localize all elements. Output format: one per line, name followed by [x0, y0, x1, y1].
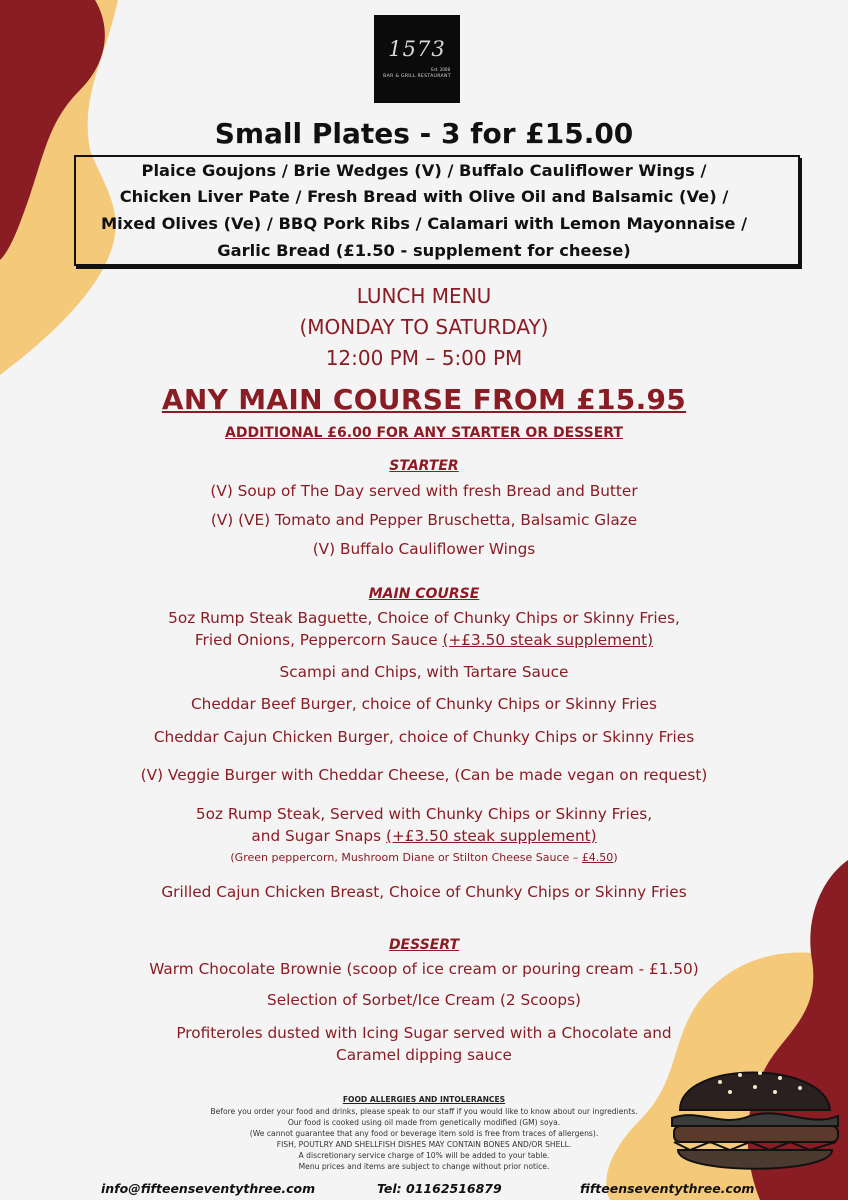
main-item-baguette-line1: 5oz Rump Steak Baguette, Choice of Chunky Chips or Skinny Fries, [168, 609, 680, 627]
steak-text: and Sugar Snaps [251, 827, 386, 845]
logo-number: 1573 [388, 37, 446, 61]
allergy-line: Menu prices and items are subject to change without prior notice. [298, 1162, 550, 1171]
dessert-heading: DESSERT [388, 937, 460, 953]
baguette-supplement: (+£3.50 steak supplement) [442, 631, 654, 649]
dessert-item-brownie: Warm Chocolate Brownie (scoop of ice cream or pouring cream - £1.50) [149, 960, 699, 978]
allergy-line: Our food is cooked using oil made from genetically modified (GM) soya. [287, 1118, 561, 1127]
sauce-price: £4.50 [581, 851, 614, 864]
dessert-item-profiteroles-line2: Caramel dipping sauce [336, 1046, 512, 1064]
allergy-title: FOOD ALLERGIES AND INTOLERANCES [342, 1095, 506, 1104]
main-course-heading: MAIN COURSE [368, 586, 480, 602]
lunch-menu-hours: 12:00 PM – 5:00 PM [325, 346, 523, 370]
main-item-steak-line2 [0, 827, 848, 845]
sauce-note-close: ) [613, 851, 618, 864]
allergy-line: (We cannot guarantee that any food or beverage item sold is free from traces of allergens). [249, 1129, 599, 1138]
starter-item: (V) Buffalo Cauliflower Wings [312, 540, 536, 558]
starter-item: (V) (VE) Tomato and Pepper Bruschetta, Balsamic Glaze [210, 511, 638, 529]
lunch-menu-days: (MONDAY TO SATURDAY) [299, 315, 549, 339]
starter-item: (V) Soup of The Day served with fresh Bread and Butter [210, 482, 638, 500]
main-item-scampi: Scampi and Chips, with Tartare Sauce [279, 663, 569, 681]
small-plates-line: Plaice Goujons / Brie Wedges (V) / Buffalo Cauliflower Wings / [141, 161, 707, 180]
main-item-beef-burger: Cheddar Beef Burger, choice of Chunky Chips or Skinny Fries [190, 695, 658, 713]
logo-est: Est. 2008 [431, 67, 450, 72]
main-item-steak-line1: 5oz Rump Steak, Served with Chunky Chips or Skinny Fries, [195, 805, 653, 823]
additional-offer: ADDITIONAL £6.00 FOR ANY STARTER OR DESSERT [225, 425, 623, 441]
steak-supplement: (+£3.50 steak supplement) [385, 827, 597, 845]
main-item-baguette-line2 [0, 631, 848, 649]
dessert-item-sorbet: Selection of Sorbet/Ice Cream (2 Scoops) [266, 991, 582, 1009]
restaurant-logo [374, 15, 460, 103]
sauce-note-text: (Green peppercorn, Mushroom Diane or Stilton Cheese Sauce – [230, 851, 582, 864]
allergy-line: A discretionary service charge of 10% will be added to your table. [298, 1151, 550, 1160]
main-item-veggie-burger: (V) Veggie Burger with Cheddar Cheese, (Can be made vegan on request) [140, 766, 708, 784]
allergy-line: Before you order your food and drinks, please speak to our staff if you would like to know about our ingredients. [210, 1107, 638, 1116]
footer-website[interactable]: fifteenseventythree.com [580, 1181, 755, 1196]
baguette-text: Fried Onions, Peppercorn Sauce [194, 631, 443, 649]
small-plates-line: Garlic Bread (£1.50 - supplement for cheese) [217, 241, 631, 260]
main-course-offer: ANY MAIN COURSE FROM £15.95 [161, 383, 687, 416]
steak-sauce-note [0, 851, 848, 864]
small-plates-line: Chicken Liver Pate / Fresh Bread with Olive Oil and Balsamic (Ve) / [119, 187, 729, 206]
lunch-menu-title: LUNCH MENU [356, 284, 492, 308]
starter-heading: STARTER [389, 458, 459, 474]
allergy-line: FISH, POUTLRY AND SHELLFISH DISHES MAY CONTAIN BONES AND/OR SHELL. [276, 1140, 572, 1149]
footer-email[interactable]: info@fifteenseventythree.com [101, 1181, 316, 1196]
small-plates-title: Small Plates - 3 for £15.00 [214, 117, 634, 150]
footer-phone[interactable]: Tel: 01162516879 [377, 1181, 502, 1196]
logo-subtitle: BAR & GRILL RESTAURANT [383, 74, 451, 79]
main-item-cajun-breast: Grilled Cajun Chicken Breast, Choice of Chunky Chips or Skinny Fries [161, 883, 687, 901]
main-item-cajun-burger: Cheddar Cajun Chicken Burger, choice of Chunky Chips or Skinny Fries [153, 728, 695, 746]
small-plates-line: Mixed Olives (Ve) / BBQ Pork Ribs / Calamari with Lemon Mayonnaise / [100, 214, 748, 233]
dessert-item-profiteroles-line1: Profiteroles dusted with Icing Sugar served with a Chocolate and [176, 1024, 672, 1042]
